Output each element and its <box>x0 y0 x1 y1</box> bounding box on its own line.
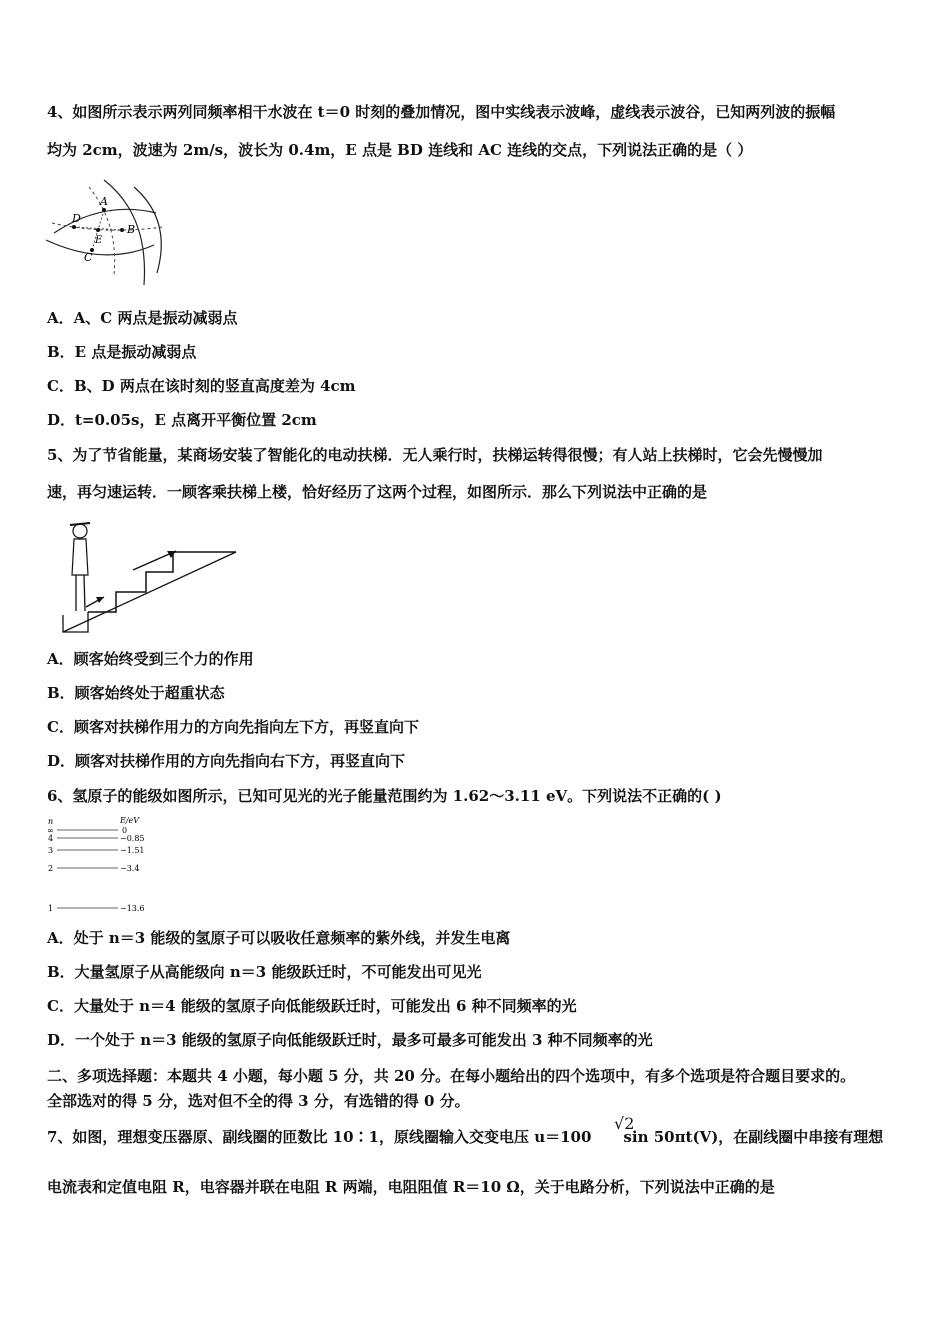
level-4-e: −0.85 <box>120 834 145 843</box>
q4-stem-line1: 4、如图所示表示两列同频率相干水波在 t＝0 时刻的叠加情况，图中实线表示波峰，虚线表示波谷，已知两列波的振幅 <box>47 103 836 121</box>
q7-stem-part2: sin 50πt(V)，在副线圈中串接有理想 <box>623 1128 884 1146</box>
label-c: C <box>84 251 93 264</box>
q6-option-a: A．处于 n＝3 能级的氢原子可以吸收任意频率的紫外线，并发生电离 <box>47 929 511 947</box>
point-b <box>120 228 124 232</box>
person-hat <box>70 523 90 525</box>
section2-instructions-line1: 二、多项选择题：本题共 4 小题，每小题 5 分，共 20 分。在每小题给出的四个选项中，有多个选项是符合题目要求的。 <box>47 1067 856 1085</box>
level-4-n: 4 <box>48 834 54 843</box>
level-2-n: 2 <box>48 864 54 873</box>
escalator-incline <box>63 552 236 632</box>
q6-option-c: C．大量处于 n＝4 能级的氢原子向低能级跃迁时，可能发出 6 种不同频率的光 <box>47 997 577 1015</box>
label-b: B <box>127 223 136 236</box>
point-e <box>96 228 100 232</box>
q7-stem-part1: 7、如图，理想变压器原、副线圈的匝数比 10∶1，原线圈输入交变电压 u＝100 <box>47 1128 592 1146</box>
q7-stem-line2: 电流表和定值电阻 R，电容器并联在电阻 R 两端，电阻阻值 R＝10 Ω，关于电路分析，下列说法中正确的是 <box>47 1178 775 1196</box>
label-d: D <box>72 212 81 225</box>
q5-stem-line2: 速，再匀速运转．一顾客乘扶梯上楼，恰好经历了这两个过程，如图所示．那么下列说法中正确的是 <box>47 483 708 501</box>
level-3 <box>48 846 145 855</box>
q5-option-b: B．顾客始终处于超重状态 <box>47 684 225 702</box>
level-1-n: 1 <box>48 904 54 913</box>
level-1 <box>48 904 145 913</box>
level-2 <box>48 864 139 873</box>
q5-option-d: D．顾客对扶梯作用的方向先指向右下方，再竖直向下 <box>47 752 406 770</box>
label-a: A <box>100 195 108 208</box>
q4-wave-figure <box>44 175 169 290</box>
q4-stem-line2: 均为 2cm，波速为 2m/s，波长为 0.4m，E 点是 BD 连线和 AC 连线的交点，下列说法正确的是（ ） <box>47 141 753 159</box>
force-arrow-head <box>96 597 104 603</box>
label-e: E <box>95 235 103 246</box>
q5-option-a: A．顾客始终受到三个力的作用 <box>47 650 254 668</box>
q4-option-c: C．B、D 两点在该时刻的竖直高度差为 4cm <box>47 377 356 395</box>
person-body <box>72 539 88 575</box>
q4-option-b: B．E 点是振动减弱点 <box>47 343 197 361</box>
wave-crest-1 <box>104 180 145 285</box>
level-1-e: −13.6 <box>120 904 145 913</box>
level-3-n: 3 <box>48 846 54 855</box>
level-4 <box>48 834 145 843</box>
q6-option-b: B．大量氢原子从高能级向 n＝3 能级跃迁时，不可能发出可见光 <box>47 963 482 981</box>
level-inf-e: 0 <box>122 826 128 835</box>
q4-option-a: A．A、C 两点是振动减弱点 <box>47 309 238 327</box>
point-a <box>102 208 106 212</box>
q7-stem-line1 <box>47 1127 883 1147</box>
section2-instructions-line2: 全部选对的得 5 分，选对但不全的得 3 分，有选错的得 0 分。 <box>47 1092 470 1110</box>
sqrt-two: √2 <box>614 1114 635 1133</box>
person-head <box>73 524 87 538</box>
q5-option-c: C．顾客对扶梯作用力的方向先指向左下方，再竖直向下 <box>47 718 419 736</box>
level-2-e: −3.4 <box>120 864 140 873</box>
level-3-e: −1.51 <box>120 846 145 855</box>
e-header: E/eV <box>120 816 140 825</box>
q5-escalator-figure <box>58 515 240 637</box>
level-inf <box>47 826 127 835</box>
level-inf-n: ∞ <box>47 826 54 835</box>
person-leg-right <box>84 575 85 611</box>
q6-energy-level-diagram <box>44 814 159 918</box>
q5-stem-line1: 5、为了节省能量，某商场安装了智能化的电动扶梯．无人乘行时，扶梯运转得很慢；有人站上扶梯时，它会先慢慢加 <box>47 446 823 464</box>
point-d <box>72 225 76 229</box>
escalator-steps <box>88 552 236 612</box>
q6-option-d: D．一个处于 n＝3 能级的氢原子向低能级跃迁时，最多可最多可能发出 3 种不同频率的光 <box>47 1031 653 1049</box>
q4-option-d: D．t=0.05s，E 点离开平衡位置 2cm <box>47 411 317 429</box>
n-header: n <box>48 817 54 826</box>
q6-stem-line1: 6、氢原子的能级如图所示，已知可见光的光子能量范围约为 1.62～3.11 eV。下列说法不正确的( ) <box>47 787 722 805</box>
